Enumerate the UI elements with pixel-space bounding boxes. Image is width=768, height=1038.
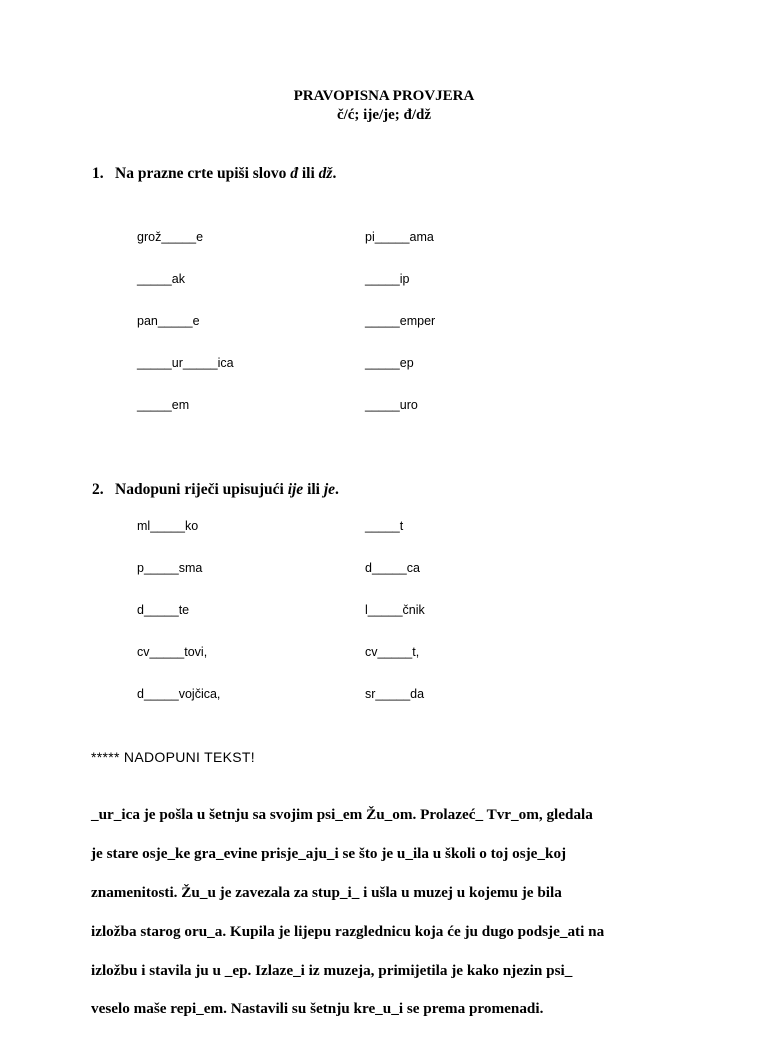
exercise-word: _____ak [137, 272, 185, 286]
exercise-word: pi_____ama [365, 230, 434, 244]
exercise-word: d_____te [137, 603, 190, 617]
fill-in-paragraph [91, 786, 691, 1038]
exercise-word: _____t [365, 519, 404, 533]
option-letter: ije [287, 481, 304, 498]
option-letter: dž [318, 165, 333, 182]
paragraph-line: _ur_ica je pošla u šetnju sa svojim psi_em Žu_om. Prolazeć_ Tvr_om, gledala [91, 806, 593, 824]
paragraph-line: je stare osje_ke gra_evine prisje_aju_i se što je u_ila u školi o toj osje_koj [91, 845, 567, 863]
page-title: PRAVOPISNA PROVJERA [293, 88, 475, 104]
exercise-word: _____em [137, 398, 190, 412]
exercise-word: sr_____da [365, 687, 425, 701]
exercise-word: cv_____tovi, [137, 645, 208, 659]
paragraph-line: izložba starog oru_a. Kupila je lijepu razglednicu koja će ju dugo podsje_ati na [91, 922, 605, 940]
exercise-word: _____ip [365, 272, 410, 286]
exercise-word: p_____sma [137, 561, 203, 575]
exercise-word: _____ep [365, 356, 414, 370]
paragraph-line: izložbu i stavila ju u _ep. Izlaze_i iz muzeja, primijetila je kako njezin psi_ [91, 961, 573, 979]
question-number: 1. [92, 165, 104, 182]
exercise-word: ml_____ko [137, 519, 199, 533]
paragraph-line: veselo maše repi_em. Nastavili su šetnju kre_u_i se prema promenadi. [91, 1000, 544, 1018]
question-text: Nadopuni riječi upisujući [115, 481, 288, 498]
exercise-word: pan_____e [137, 314, 200, 328]
task-3-heading: ***** NADOPUNI TEKST! [91, 749, 255, 765]
exercise-word: l_____čnik [365, 603, 425, 617]
question-text: . [335, 481, 339, 498]
paragraph-line: znamenitosti. Žu_u je zavezala za stup_i_ i ušla u muzej u kojemu je bila [91, 884, 562, 902]
exercise-word: _____ur_____ica [137, 356, 234, 370]
question-text: . [332, 165, 337, 182]
page-subtitle: č/ć; ije/je; đ/dž [336, 107, 432, 123]
option-letter: je [323, 481, 336, 498]
question-number: 2. [92, 481, 104, 498]
exercise-word: d_____vojčica, [137, 687, 221, 701]
exercise-word: d_____ca [365, 561, 420, 575]
exercise-word: cv_____t, [365, 645, 420, 659]
question-text: Na prazne crte upiši slovo [115, 165, 291, 182]
question-2-heading [92, 481, 339, 499]
question-text: ili [303, 481, 324, 498]
question-text: ili [297, 165, 319, 182]
exercise-word: _____emper [365, 314, 436, 328]
exercise-word: grož_____e [137, 230, 204, 244]
question-1-heading [92, 165, 336, 183]
option-letter: đ [290, 165, 298, 182]
exercise-word: _____uro [365, 398, 418, 412]
